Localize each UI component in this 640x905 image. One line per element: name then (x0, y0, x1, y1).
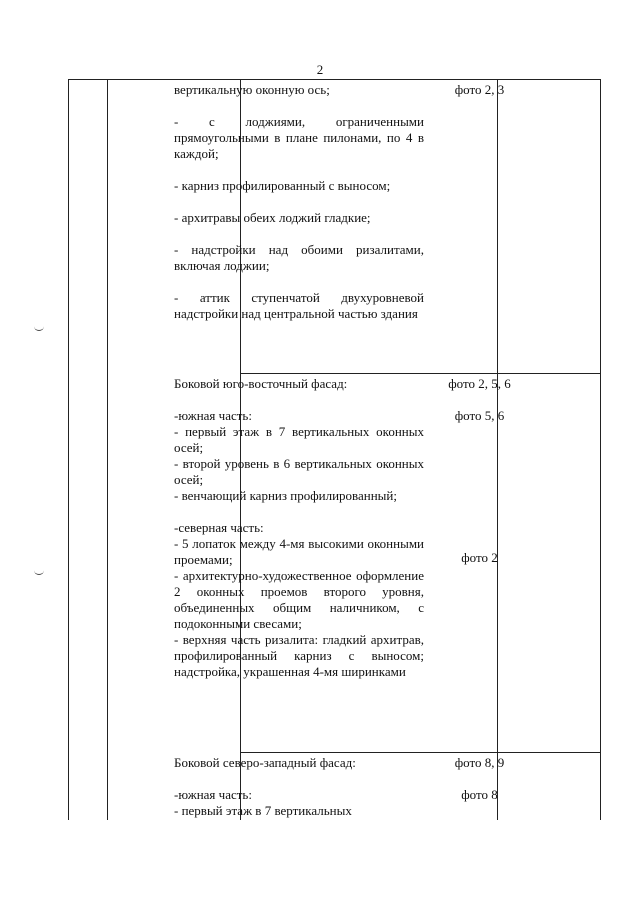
photo-reference: фото 2, 5, 6 (448, 376, 511, 391)
description-cell (174, 82, 424, 322)
column-divider (497, 80, 498, 820)
section-heading: Боковой северо-западный фасад: (174, 755, 356, 770)
text-line: - карниз профилированный с выносом; (174, 178, 391, 193)
row-divider (240, 752, 600, 753)
list-item: - верхняя часть ризалита: гладкий архитрав, профилированный карниз с выносом; надстройка, украшенная 4-мя ширинками (174, 632, 424, 679)
description-cell (174, 755, 424, 819)
photo-reference: фото 2, 3 (454, 82, 505, 97)
photo-reference: фото 5, 6 (454, 408, 505, 423)
text-line: - с лоджиями, ограниченными прямоугольными в плане пилонами, по 4 в каждой; (174, 114, 424, 161)
binding-mark (34, 322, 44, 331)
photo-reference: фото 8, 9 (454, 755, 505, 770)
list-item: - первый этаж в 7 вертикальных (174, 803, 352, 818)
section-heading: Боковой юго-восточный фасад: (174, 376, 348, 391)
photo-reference: фото 2 (461, 550, 498, 565)
subsection-label: -южная часть: (174, 787, 252, 802)
page-number: 2 (316, 62, 324, 77)
text-line: - надстройки над обоими ризалитами, включая лоджии; (174, 242, 424, 273)
text-line: - аттик ступенчатой двухуровневой надстройки над центральной частью здания (174, 290, 424, 321)
subsection-label: -северная часть: (174, 520, 264, 535)
column-divider (107, 80, 108, 820)
binding-mark (34, 566, 44, 575)
photo-reference: фото 8 (461, 787, 498, 802)
subsection-label: -южная часть: (174, 408, 252, 423)
list-item: - 5 лопаток между 4-мя высокими оконными проемами; (174, 536, 424, 567)
list-item: - второй уровень в 6 вертикальных оконных осей; (174, 456, 424, 487)
list-item: - архитектурно-художественное оформление 2 оконных проемов второго уровня, объединенных общим наличником, с подоконными свесами; (174, 568, 424, 631)
description-cell (174, 376, 424, 680)
list-item: - венчающий карниз профилированный; (174, 488, 397, 503)
row-divider (240, 373, 600, 374)
text-line: - архитравы обеих лоджий гладкие; (174, 210, 371, 225)
text-line: вертикальную оконную ось; (174, 82, 330, 97)
list-item: - первый этаж в 7 вертикальных оконных осей; (174, 424, 424, 455)
